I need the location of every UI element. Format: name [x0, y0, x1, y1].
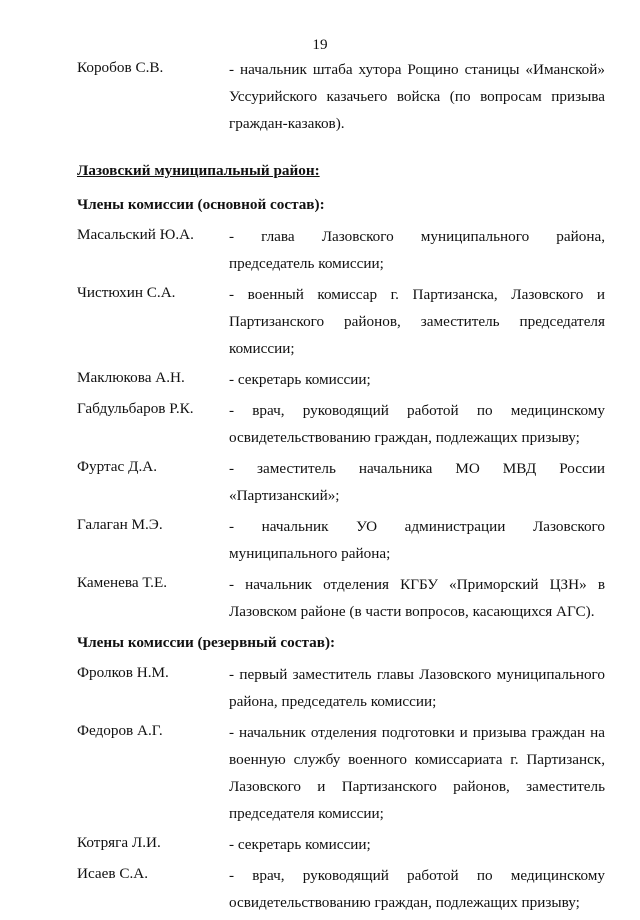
- member-role: [229, 513, 605, 567]
- member-role-line: - секретарь комиссии;: [229, 371, 371, 388]
- member-role-line: Лазовском районе (в части вопросов, касающихся АГС).: [229, 603, 595, 620]
- member-row: [77, 455, 607, 509]
- member-role: [229, 661, 605, 715]
- member-role-line: военную службу военного комиссариата г. Партизанск,: [229, 751, 605, 768]
- member-row: [77, 719, 607, 827]
- member-role: [229, 366, 605, 393]
- main-members-list: [77, 223, 607, 625]
- member-name: Галаган М.Э.: [77, 516, 163, 533]
- member-role-line: граждан-казаков).: [229, 115, 345, 132]
- member-row: [77, 56, 607, 137]
- member-row: [77, 571, 607, 625]
- member-role-line: председатель комиссии;: [229, 255, 384, 272]
- member-role: [229, 455, 605, 509]
- member-role: [229, 397, 605, 451]
- member-role-line: освидетельствованию граждан, подлежащих призыву;: [229, 894, 580, 911]
- member-role-line: - секретарь комиссии;: [229, 836, 371, 853]
- member-role-line: - врач, руководящий работой по медицинскому: [229, 402, 605, 419]
- member-role-line: Партизанского районов, заместитель председателя: [229, 313, 605, 330]
- preceding-members-list: [77, 56, 607, 137]
- member-role-line: района, председатель комиссии;: [229, 693, 437, 710]
- member-role: [229, 719, 605, 827]
- main-members-title: Члены комиссии (основной состав):: [77, 196, 325, 213]
- member-row: [77, 513, 607, 567]
- member-role-line: - первый заместитель главы Лазовского муниципального: [229, 666, 605, 683]
- member-row: [77, 397, 607, 451]
- member-role-line: муниципального района;: [229, 545, 391, 562]
- member-role-line: - заместитель начальника МО МВД России: [229, 460, 605, 477]
- member-row: [77, 661, 607, 715]
- member-role-line: - глава Лазовского муниципального района,: [229, 228, 605, 245]
- member-name: Фуртас Д.А.: [77, 458, 158, 475]
- member-role: [229, 831, 605, 858]
- member-name: Масальский Ю.А.: [77, 226, 194, 243]
- member-role: [229, 281, 605, 362]
- member-role: [229, 223, 605, 277]
- reserve-members-list: [77, 661, 607, 916]
- member-role-line: Лазовского и Партизанского районов, заместитель: [229, 778, 605, 795]
- page-number: 19: [312, 36, 328, 53]
- member-name: Маклюкова А.Н.: [77, 369, 185, 386]
- member-name: Габдульбаров Р.К.: [77, 400, 194, 417]
- member-role: [229, 56, 605, 137]
- member-role-line: председателя комиссии;: [229, 805, 384, 822]
- member-name: Коробов С.В.: [77, 59, 164, 76]
- member-name: Чистюхин С.А.: [77, 284, 176, 301]
- member-role-line: - начальник отделения КГБУ «Приморский ЦЗН» в: [229, 576, 605, 593]
- member-row: [77, 862, 607, 916]
- member-name: Каменева Т.Е.: [77, 574, 168, 591]
- member-row: [77, 223, 607, 277]
- member-role-line: - начальник штаба хутора Рощино станицы «Иманской»: [229, 61, 605, 78]
- member-role-line: - начальник УО администрации Лазовского: [229, 518, 605, 535]
- member-role-line: - начальник отделения подготовки и призыва граждан на: [229, 724, 605, 741]
- member-row: [77, 366, 607, 393]
- reserve-members-title: Члены комиссии (резервный состав):: [77, 634, 336, 651]
- document-body: [77, 56, 607, 920]
- member-role-line: «Партизанский»;: [229, 487, 340, 504]
- member-row: [77, 831, 607, 858]
- member-row: [77, 281, 607, 362]
- member-role: [229, 571, 605, 625]
- member-name: Федоров А.Г.: [77, 722, 163, 739]
- member-name: Исаев С.А.: [77, 865, 149, 882]
- member-name: Котряга Л.И.: [77, 834, 161, 851]
- member-role-line: Уссурийского казачьего войска (по вопросам призыва: [229, 88, 605, 105]
- member-role-line: - врач, руководящий работой по медицинскому: [229, 867, 605, 884]
- member-role: [229, 862, 605, 916]
- member-role-line: освидетельствованию граждан, подлежащих призыву;: [229, 429, 580, 446]
- member-role-line: - военный комиссар г. Партизанска, Лазовского и: [229, 286, 605, 303]
- district-title: Лазовский муниципальный район:: [77, 162, 320, 179]
- member-name: Фролков Н.М.: [77, 664, 169, 681]
- member-role-line: комиссии;: [229, 340, 295, 357]
